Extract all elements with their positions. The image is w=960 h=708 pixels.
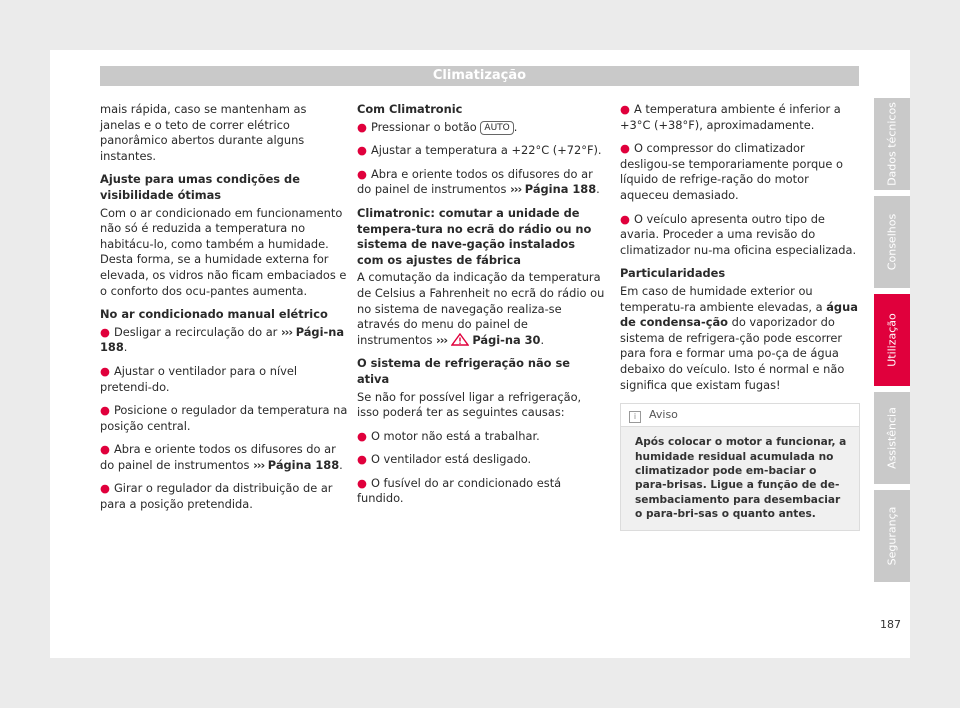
bullet-item: ● O compressor do climatizador desligou-se temporariamente porque o líquido de refrige-ração do motor aqueceu demasiado. bbox=[620, 141, 844, 202]
bullet-icon: ● bbox=[620, 211, 630, 226]
bullet-item: ● Ajustar a temperatura a +22°C (+72°F). bbox=[357, 143, 602, 158]
paragraph: Em caso de humidade exterior ou temperatu-ra ambiente elevadas, a água de condensa-ção do vaporizador do sistema de refrigera-ção pode escorrer para fora e formar uma po-ça de água debaixo do veículo. Isto é normal e não significa que existam fugas! bbox=[620, 283, 858, 392]
paragraph: mais rápida, caso se mantenham as janelas e o teto de correr elétrico panorâmico abertos durante alguns instantes. bbox=[100, 102, 307, 163]
tab-seguranca[interactable]: Segurança bbox=[874, 490, 910, 582]
page-header: Climatização bbox=[100, 66, 859, 86]
page bbox=[50, 50, 910, 658]
bullet-item: ● O fusível do ar condicionado está fundido. bbox=[357, 475, 562, 506]
notice-body: Após colocar o motor a funcionar, a humidade residual acumulada no climatizador pode em-baciar o para-brisas. Ligue a função de de-sembaciamento para desembaciar o para-bri-sas o quanto antes. bbox=[635, 436, 847, 521]
tab-conselhos[interactable]: Conselhos bbox=[874, 196, 910, 288]
paragraph: A comutação da indicação da temperatura de Celsius a Fahrenheit no ecrã do rádio ou no sistema de navegação realiza-se através do menu do painel de instrumentos ››› Pági-na 30. bbox=[357, 270, 605, 347]
bullet-item: ● Girar o regulador da distribuição de ar para a posição pretendida. bbox=[100, 481, 333, 512]
bullet-item: ● O veículo apresenta outro tipo de avaria. Proceder a uma revisão do climatizador nu-ma oficina especializada. bbox=[620, 211, 857, 257]
notice-box bbox=[620, 403, 860, 530]
bullet-icon: ● bbox=[357, 166, 367, 181]
page-reference-link[interactable]: Página 188 bbox=[524, 182, 597, 197]
bullet-icon: ● bbox=[620, 141, 630, 156]
section-heading: Particularidades bbox=[620, 266, 726, 281]
bullet-icon: ● bbox=[357, 475, 367, 490]
cross-reference-arrow-icon: ››› bbox=[436, 332, 448, 347]
auto-key-icon: AUTO bbox=[480, 121, 513, 135]
bullet-icon: ● bbox=[100, 363, 110, 378]
cross-reference-arrow-icon: ››› bbox=[280, 324, 293, 339]
bullet-item: ● Ajustar o ventilador para o nível pretendi-do. bbox=[100, 363, 298, 394]
bullet-icon: ● bbox=[100, 481, 110, 496]
bullet-item: ● Abra e oriente todos os difusores do ar do painel de instrumentos ››› Página 188. bbox=[357, 166, 600, 197]
bullet-icon: ● bbox=[357, 452, 367, 467]
section-heading: Com Climatronic bbox=[357, 102, 463, 116]
column-1 bbox=[100, 102, 348, 521]
page-reference-link[interactable]: Pági-na 188 bbox=[100, 324, 345, 355]
bullet-icon: ● bbox=[100, 403, 110, 418]
column-2 bbox=[357, 102, 605, 515]
tab-utilizacao[interactable]: Utilização bbox=[874, 294, 910, 386]
info-icon: i bbox=[629, 411, 641, 423]
bullet-item: ● O motor não está a trabalhar. bbox=[357, 428, 540, 443]
tab-dados-tecnicos[interactable]: Dados técnicos bbox=[874, 98, 910, 190]
paragraph: Com o ar condicionado em funcionamento não só é reduzida a temperatura no habitácu-lo, como também a humidade. Desta forma, se a humidade externa for elevada, os vidros não ficam embaciados e o conforto dos ocu-pantes aumenta. bbox=[100, 205, 347, 298]
paragraph: Se não for possível ligar a refrigeração, isso poderá ter as seguintes causas: bbox=[357, 389, 582, 420]
notice-title: Aviso bbox=[649, 408, 678, 422]
bullet-icon: ● bbox=[357, 428, 367, 443]
bullet-icon: ● bbox=[100, 442, 110, 457]
bullet-item: ● Posicione o regulador da temperatura na posição central. bbox=[100, 403, 348, 433]
bullet-item: ● Pressionar o botão AUTO . bbox=[357, 119, 518, 134]
bullet-item: ● A temperatura ambiente é inferior a +3°C (+38°F), aproximadamente. bbox=[620, 102, 841, 132]
cross-reference-arrow-icon: ››› bbox=[510, 182, 522, 197]
column-3 bbox=[620, 102, 860, 531]
section-heading: Ajuste para umas condições de visibilidade ótimas bbox=[100, 172, 300, 202]
bullet-icon: ● bbox=[357, 143, 367, 158]
page-reference-link[interactable]: Página 188 bbox=[267, 457, 340, 472]
section-heading: Climatronic: comutar a unidade de tempera-tura no ecrã do rádio ou no sistema de nave-gação instalados com os ajustes de fábrica bbox=[357, 205, 592, 267]
cross-reference-arrow-icon: ››› bbox=[253, 457, 265, 472]
page-number: 187 bbox=[880, 618, 901, 631]
section-heading: O sistema de refrigeração não se ativa bbox=[357, 356, 570, 386]
bullet-item: ● Abra e oriente todos os difusores do ar do painel de instrumentos ››› Página 188. bbox=[100, 442, 343, 472]
notice-header bbox=[621, 404, 859, 427]
bullet-icon: ● bbox=[620, 102, 630, 116]
warning-triangle-icon bbox=[451, 333, 469, 346]
tab-assistencia[interactable]: Assistência bbox=[874, 392, 910, 484]
bullet-item: ● O ventilador está desligado. bbox=[357, 452, 532, 467]
section-heading: No ar condicionado manual elétrico bbox=[100, 307, 328, 322]
bullet-icon: ● bbox=[100, 324, 110, 339]
page-reference-link[interactable]: Pági-na 30 bbox=[472, 332, 541, 347]
bullet-icon: ● bbox=[357, 119, 367, 134]
bullet-item: ● Desligar a recirculação do ar ››› Pági-na 188. bbox=[100, 324, 345, 355]
